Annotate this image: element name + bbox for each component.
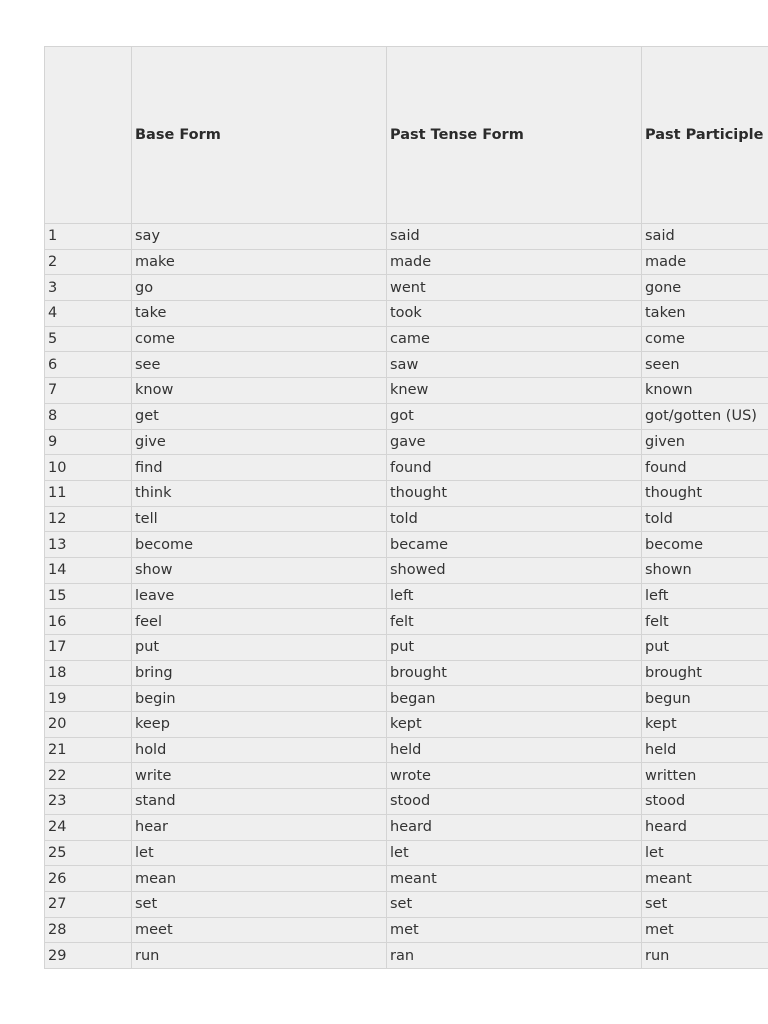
row-number: 29 [45, 943, 132, 969]
past-tense-cell: showed [387, 557, 642, 583]
past-tense-cell: began [387, 686, 642, 712]
table-row [45, 378, 768, 404]
row-number: 17 [45, 635, 132, 661]
table-header-row [45, 47, 768, 224]
row-number: 28 [45, 917, 132, 943]
row-number: 14 [45, 557, 132, 583]
table-row [45, 609, 768, 635]
past-tense-cell: got [387, 403, 642, 429]
base-form-cell: meet [132, 917, 387, 943]
past-participle-cell: brought [642, 660, 768, 686]
row-number: 1 [45, 224, 132, 250]
past-tense-cell: said [387, 224, 642, 250]
table-row [45, 660, 768, 686]
past-tense-cell: made [387, 249, 642, 275]
header-base-form: Base Form [132, 47, 387, 224]
irregular-verbs-table [44, 46, 768, 969]
row-number: 10 [45, 455, 132, 481]
row-number: 16 [45, 609, 132, 635]
row-number: 13 [45, 532, 132, 558]
past-tense-cell: wrote [387, 763, 642, 789]
base-form-cell: keep [132, 712, 387, 738]
base-form-cell: come [132, 326, 387, 352]
row-number: 7 [45, 378, 132, 404]
past-tense-cell: thought [387, 480, 642, 506]
row-number: 21 [45, 737, 132, 763]
base-form-cell: feel [132, 609, 387, 635]
past-participle-cell: thought [642, 480, 768, 506]
base-form-cell: let [132, 840, 387, 866]
past-participle-cell: gone [642, 275, 768, 301]
past-tense-cell: heard [387, 814, 642, 840]
table-row [45, 352, 768, 378]
row-number: 22 [45, 763, 132, 789]
past-participle-cell: seen [642, 352, 768, 378]
base-form-cell: hold [132, 737, 387, 763]
table-row [45, 891, 768, 917]
past-tense-cell: stood [387, 789, 642, 815]
base-form-cell: think [132, 480, 387, 506]
table-row [45, 455, 768, 481]
past-participle-cell: kept [642, 712, 768, 738]
past-tense-cell: kept [387, 712, 642, 738]
past-participle-cell: let [642, 840, 768, 866]
base-form-cell: make [132, 249, 387, 275]
table-body [45, 224, 768, 969]
table-row [45, 429, 768, 455]
header-past-tense: Past Tense Form [387, 47, 642, 224]
past-tense-cell: set [387, 891, 642, 917]
past-participle-cell: stood [642, 789, 768, 815]
row-number: 26 [45, 866, 132, 892]
row-number: 20 [45, 712, 132, 738]
past-participle-cell: begun [642, 686, 768, 712]
base-form-cell: become [132, 532, 387, 558]
base-form-cell: go [132, 275, 387, 301]
base-form-cell: leave [132, 583, 387, 609]
row-number: 3 [45, 275, 132, 301]
table-row [45, 326, 768, 352]
base-form-cell: take [132, 301, 387, 327]
table-row [45, 557, 768, 583]
base-form-cell: find [132, 455, 387, 481]
past-tense-cell: saw [387, 352, 642, 378]
past-participle-cell: left [642, 583, 768, 609]
table-row [45, 583, 768, 609]
past-participle-cell: found [642, 455, 768, 481]
past-tense-cell: told [387, 506, 642, 532]
past-tense-cell: left [387, 583, 642, 609]
table-row [45, 840, 768, 866]
base-form-cell: set [132, 891, 387, 917]
past-participle-cell: given [642, 429, 768, 455]
table-row [45, 917, 768, 943]
table-row [45, 635, 768, 661]
table-row [45, 866, 768, 892]
past-participle-cell: meant [642, 866, 768, 892]
row-number: 4 [45, 301, 132, 327]
table-row [45, 249, 768, 275]
past-tense-cell: ran [387, 943, 642, 969]
header-past-participle: Past Participle [642, 47, 768, 224]
past-participle-cell: told [642, 506, 768, 532]
header-number [45, 47, 132, 224]
table-row [45, 943, 768, 969]
past-tense-cell: knew [387, 378, 642, 404]
row-number: 18 [45, 660, 132, 686]
row-number: 27 [45, 891, 132, 917]
base-form-cell: run [132, 943, 387, 969]
base-form-cell: show [132, 557, 387, 583]
base-form-cell: get [132, 403, 387, 429]
past-participle-cell: known [642, 378, 768, 404]
past-participle-cell: run [642, 943, 768, 969]
base-form-cell: give [132, 429, 387, 455]
past-participle-cell: heard [642, 814, 768, 840]
table-row [45, 301, 768, 327]
past-participle-cell: set [642, 891, 768, 917]
past-participle-cell: felt [642, 609, 768, 635]
past-tense-cell: met [387, 917, 642, 943]
row-number: 8 [45, 403, 132, 429]
table-row [45, 712, 768, 738]
base-form-cell: say [132, 224, 387, 250]
base-form-cell: put [132, 635, 387, 661]
past-participle-cell: become [642, 532, 768, 558]
table-row [45, 686, 768, 712]
row-number: 19 [45, 686, 132, 712]
past-participle-cell: taken [642, 301, 768, 327]
row-number: 24 [45, 814, 132, 840]
base-form-cell: mean [132, 866, 387, 892]
row-number: 23 [45, 789, 132, 815]
past-participle-cell: come [642, 326, 768, 352]
past-tense-cell: brought [387, 660, 642, 686]
past-tense-cell: went [387, 275, 642, 301]
past-tense-cell: took [387, 301, 642, 327]
base-form-cell: tell [132, 506, 387, 532]
row-number: 15 [45, 583, 132, 609]
table-row [45, 532, 768, 558]
table-row [45, 737, 768, 763]
base-form-cell: write [132, 763, 387, 789]
row-number: 6 [45, 352, 132, 378]
row-number: 5 [45, 326, 132, 352]
past-participle-cell: said [642, 224, 768, 250]
base-form-cell: know [132, 378, 387, 404]
past-tense-cell: held [387, 737, 642, 763]
table-row [45, 224, 768, 250]
table-row [45, 763, 768, 789]
past-participle-cell: got/gotten (US) [642, 403, 768, 429]
table-row [45, 275, 768, 301]
base-form-cell: begin [132, 686, 387, 712]
past-participle-cell: made [642, 249, 768, 275]
row-number: 12 [45, 506, 132, 532]
table-row [45, 480, 768, 506]
table-row [45, 403, 768, 429]
row-number: 2 [45, 249, 132, 275]
verb-table-container [44, 46, 768, 969]
past-tense-cell: came [387, 326, 642, 352]
past-tense-cell: felt [387, 609, 642, 635]
past-tense-cell: found [387, 455, 642, 481]
past-participle-cell: shown [642, 557, 768, 583]
base-form-cell: see [132, 352, 387, 378]
row-number: 11 [45, 480, 132, 506]
past-tense-cell: gave [387, 429, 642, 455]
past-participle-cell: written [642, 763, 768, 789]
past-tense-cell: put [387, 635, 642, 661]
row-number: 25 [45, 840, 132, 866]
table-row [45, 789, 768, 815]
past-participle-cell: met [642, 917, 768, 943]
base-form-cell: hear [132, 814, 387, 840]
past-tense-cell: became [387, 532, 642, 558]
table-row [45, 814, 768, 840]
base-form-cell: stand [132, 789, 387, 815]
row-number: 9 [45, 429, 132, 455]
past-tense-cell: let [387, 840, 642, 866]
past-participle-cell: put [642, 635, 768, 661]
table-row [45, 506, 768, 532]
past-participle-cell: held [642, 737, 768, 763]
past-tense-cell: meant [387, 866, 642, 892]
base-form-cell: bring [132, 660, 387, 686]
